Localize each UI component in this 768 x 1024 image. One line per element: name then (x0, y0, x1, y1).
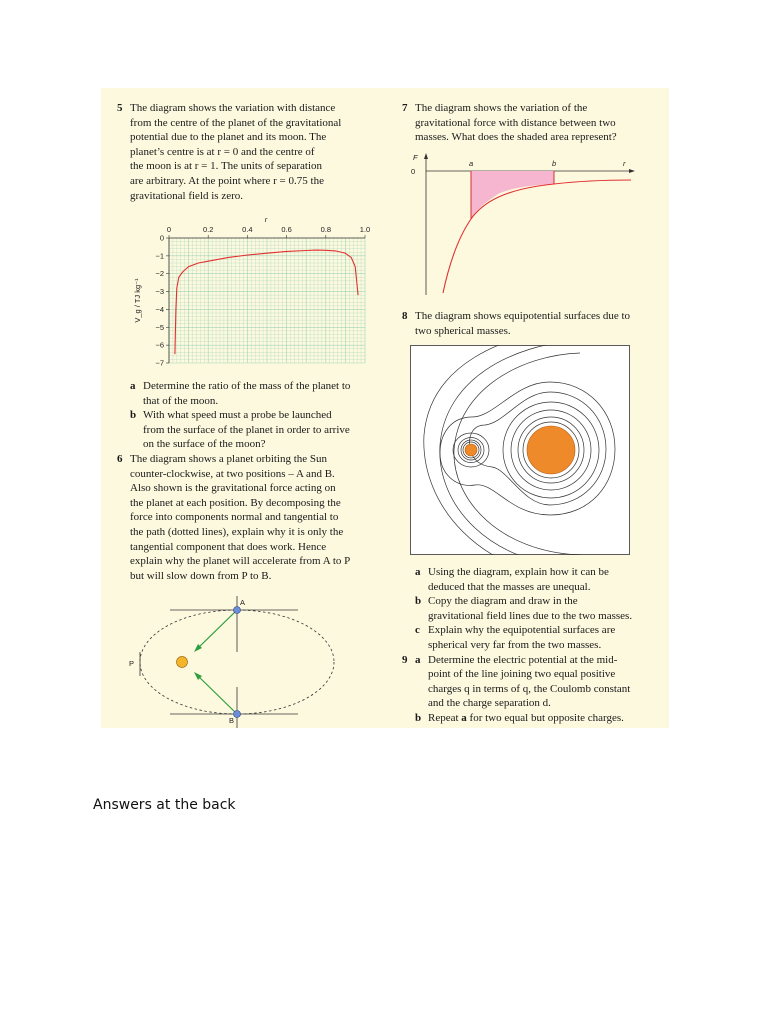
question-text-line: the planet at each position. By decomposing the (130, 496, 341, 509)
part-text-line: that of the moon. (143, 394, 219, 407)
part-text-line: Determine the electric potential at the mid- (428, 653, 618, 666)
part-label: c (415, 624, 420, 637)
question-text-line: planet’s centre is at r = 0 and the centre of (130, 145, 315, 158)
question-9 (402, 653, 664, 711)
part-text-post: for two equal but opposite charges. (466, 711, 624, 724)
shaded-area (471, 171, 554, 219)
part-a (117, 379, 382, 408)
part-label: b (415, 595, 422, 608)
question-text-line: counter-clockwise, at two positions – A and B. (130, 467, 335, 480)
question-text-line: potential due to the planet and its moon. The (130, 131, 327, 144)
question-9-part-b (402, 711, 664, 726)
part-text-line: spherical very far from the two masses. (428, 638, 602, 651)
part-label: b (415, 711, 422, 724)
zero-label: 0 (411, 167, 416, 176)
question-number: 8 (402, 310, 408, 322)
question-5-parts (117, 379, 382, 452)
a-label: a (469, 159, 474, 168)
question-number: 7 (402, 102, 408, 114)
question-text-line: are arbitrary. At the point where r = 0.75 the (130, 174, 324, 187)
part-text-line: and the charge separation d. (428, 697, 551, 710)
label-a: A (240, 598, 246, 607)
label-p: P (129, 659, 135, 668)
question-6 (117, 452, 382, 583)
part-text-line: from the surface of the planet in order to arrive (143, 423, 350, 436)
question-5 (117, 101, 382, 203)
question-text-line: gravitational force with distance between two (415, 116, 616, 129)
question-number: 5 (117, 102, 123, 114)
potential-graph (120, 210, 380, 370)
f-axis-label: F (413, 153, 418, 162)
sun-icon (177, 657, 188, 668)
y-tick-label: 0 (159, 233, 164, 243)
part-text-line: charges q in terms of q, the Coulomb constant (428, 682, 631, 695)
question-7 (402, 101, 662, 145)
equipotential-diagram (410, 345, 630, 555)
part-a (402, 565, 664, 594)
x-tick-label: 0.2 (202, 225, 214, 234)
y-tick-label: −5 (155, 322, 164, 332)
x-tick-label: 0 (166, 225, 172, 234)
planet-b-icon (234, 711, 241, 718)
x-tick-label: 0.4 (242, 225, 253, 234)
part-text-line: Using the diagram, explain how it can be (428, 566, 609, 578)
part-label: a (130, 380, 136, 392)
part-text-ref: a (461, 711, 467, 724)
question-text-line: force into components normal and tangential to (130, 511, 339, 524)
y-tick-label: −7 (155, 358, 164, 368)
y-tick-label: −4 (155, 304, 164, 314)
potential-curve (175, 250, 358, 354)
answers-note: Answers at the back (93, 797, 236, 813)
question-text-line: explain why the planet will accelerate from A to P (130, 555, 351, 568)
question-text-line: but will slow down from P to B. (130, 569, 272, 582)
b-label: b (552, 159, 557, 168)
part-label: a (415, 566, 421, 578)
question-text-line: gravitational field is zero. (130, 189, 244, 202)
r-label: r (623, 159, 626, 168)
part-text-line: deduced that the masses are unequal. (428, 580, 591, 593)
y-axis-label: V_g / TJ kg⁻¹ (133, 278, 142, 323)
x-tick-label: 1.0 (359, 225, 371, 234)
question-8-parts (402, 565, 664, 726)
part-c (402, 623, 664, 652)
part-text-pre: Repeat (428, 711, 462, 724)
question-text-line: masses. What does the shaded area represent? (415, 131, 617, 144)
force-graph (405, 150, 645, 300)
part-text-line: point of the line joining two equal positive (428, 668, 616, 681)
planet-a-icon (234, 607, 241, 614)
part-text-line: Copy the diagram and draw in the (428, 595, 578, 608)
part-label: b (130, 409, 137, 422)
question-text-line: from the centre of the planet of the gravitational (130, 116, 342, 129)
question-number: 6 (117, 453, 123, 465)
part-text-line: Explain why the equipotential surfaces are (428, 624, 616, 637)
y-tick-label: −1 (155, 251, 164, 261)
part-text-line (428, 711, 664, 726)
part-text-line: gravitational field lines due to the two masses. (428, 609, 633, 622)
question-text-line: The diagram shows the variation of the (415, 102, 588, 114)
small-mass-icon (465, 444, 477, 456)
part-text-line: With what speed must a probe be launched (143, 409, 332, 422)
x-axis-label: r (264, 215, 268, 224)
label-b: B (229, 716, 235, 725)
orbit-diagram (128, 592, 343, 732)
part-text-line: on the surface of the moon? (143, 438, 266, 451)
question-text-line: The diagram shows equipotential surfaces due to (415, 310, 631, 322)
question-text-line: tangential component that does work. Hence (130, 540, 327, 553)
question-8 (402, 309, 662, 338)
question-text-line: The diagram shows the variation with distance (130, 102, 336, 114)
part-b (117, 408, 382, 452)
question-text-line: the moon is at r = 1. The units of separation (130, 160, 323, 173)
y-tick-label: −2 (155, 269, 164, 279)
y-tick-label: −3 (155, 287, 164, 297)
question-text-line: the path (dotted lines), explain why it is only the (130, 525, 344, 538)
part-b (402, 594, 664, 623)
question-text-line: The diagram shows a planet orbiting the Sun (130, 453, 328, 465)
part-text-line: Determine the ratio of the mass of the planet to (143, 380, 351, 392)
x-tick-label: 0.6 (281, 225, 292, 234)
question-number: 9 (402, 653, 408, 666)
question-text-line: two spherical masses. (415, 324, 511, 337)
part-label: a (415, 653, 421, 666)
y-tick-label: −6 (155, 340, 164, 350)
x-tick-label: 0.8 (320, 225, 332, 234)
large-mass-icon (527, 426, 575, 474)
question-text-line: Also shown is the gravitational force acting on (130, 482, 336, 495)
